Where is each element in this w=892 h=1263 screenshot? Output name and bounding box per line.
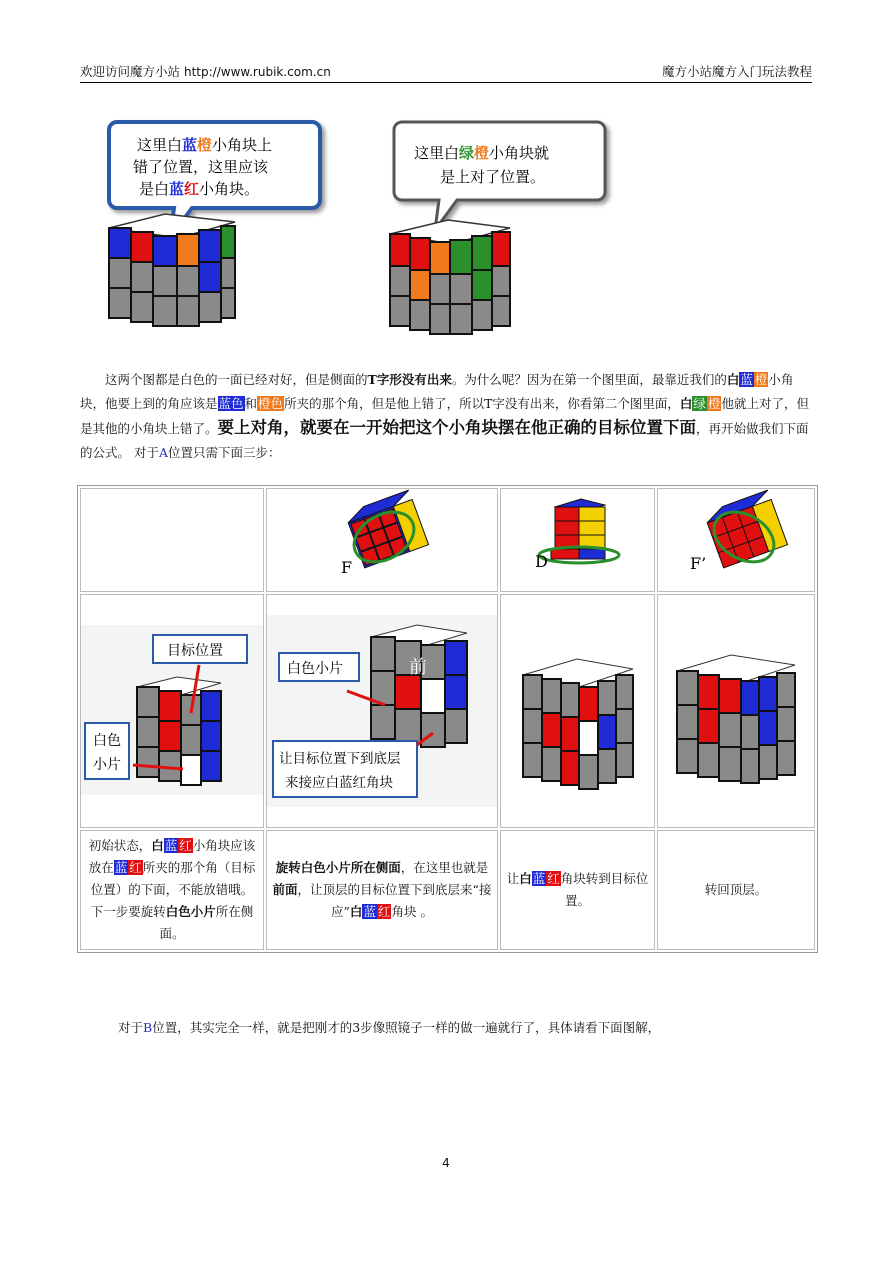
svg-text:错了位置，这里应该: 错了位置，这里应该 <box>133 158 269 176</box>
move-d-cell <box>500 488 655 592</box>
image-cell-initial <box>80 594 264 828</box>
label-white-piece: 白色小片 <box>287 661 343 677</box>
svg-text:这里白蓝橙小角块上: 这里白蓝橙小角块上 <box>137 136 273 154</box>
header-site-text: 欢迎访问魔方小站 <box>80 64 181 79</box>
cube-f-move-icon <box>267 489 497 584</box>
header-url[interactable]: http://www.rubik.com.cn <box>184 65 331 79</box>
cube-left-face <box>390 234 450 334</box>
svg-text:是上对了位置。: 是上对了位置。 <box>440 168 546 186</box>
desc-rotate: 旋转白色小片所在侧面，在这里也就是前面，让顶层的目标位置下到底层来“接应”白蓝 红角块 。 <box>266 830 498 950</box>
label-white-piece-line2: 小片 <box>93 757 121 773</box>
move-f-cell <box>266 488 498 592</box>
steps-table <box>77 485 818 953</box>
empty-cell <box>80 488 264 592</box>
descriptions-row <box>80 830 815 950</box>
cube-left-face <box>109 228 177 326</box>
cube-d-move-icon <box>501 489 654 584</box>
cube-after-fprime <box>659 595 813 820</box>
label-target-position: 目标位置 <box>167 643 223 659</box>
label-lower-line1: 让目标位置下到底层 <box>279 751 401 767</box>
desc-fprime: 转回顶层。 <box>657 830 815 950</box>
moves-row <box>80 488 815 592</box>
label-white-piece-line1: 白色 <box>93 733 121 749</box>
images-row <box>80 594 815 828</box>
svg-text:这里白绿橙小角块就: 这里白绿橙小角块就 <box>414 144 550 162</box>
cube-fprime-move-icon <box>658 489 814 584</box>
desc-d: 让白蓝 红角块转到目标位置。 <box>500 830 655 950</box>
move-label-fprime: F’ <box>690 554 707 573</box>
image-cell-d <box>500 594 655 828</box>
label-front: 前 <box>409 657 427 678</box>
move-label-f: F <box>341 558 353 577</box>
page-number: 4 <box>442 1156 450 1170</box>
figure-cube-wrong-corner <box>95 110 340 350</box>
body-paragraph: 这两个图都是白色的一面已经对好，但是侧面的T字形没有出来。为什么呢？因为在第一个图里面，最靠近我们的白蓝 橙小角块，他要上到的角应该是蓝色和橙色所夹的那个角，但是他上错了，所以T字没有出来，你看第二个图里面，白绿 橙他就上对了，但是其他的小角块上错了。要上对角，就要在一开始把这个小角块摆在他正确的目标位置下面，再开始做我们下面的公式。 对于A位置只需下面三步： <box>80 372 809 460</box>
desc-initial: 初始状态，白蓝 红小角块应该放在蓝 红所夹的那个角（目标位置）的下面，不能放错哦。 下一步要旋转白色小片所在侧面。 <box>80 830 264 950</box>
image-cell-fprime <box>657 594 815 828</box>
cube-initial-state <box>81 595 263 820</box>
move-label-d: D <box>535 552 548 571</box>
cube-after-d <box>503 595 653 820</box>
header-rule <box>80 82 812 83</box>
svg-text:是白蓝红小角块。: 是白蓝红小角块。 <box>139 180 260 198</box>
cube-right-face <box>177 226 235 326</box>
image-cell-rotate <box>266 594 498 828</box>
move-fprime-cell <box>657 488 815 592</box>
header-left <box>80 62 331 80</box>
figure-cube-correct-corner <box>380 110 620 350</box>
label-lower-line2: 来接应白蓝红角块 <box>285 775 393 791</box>
cube-rotate-front <box>267 595 497 820</box>
header-right: 魔方小站魔方入门玩法教程 <box>661 64 812 79</box>
cube-right-face <box>450 232 510 334</box>
paragraph-b-position: 对于B位置，其实完全一样，就是把刚才的3步像照镜子一样的做一遍就行了，具体请看下面图解， <box>118 1020 661 1035</box>
